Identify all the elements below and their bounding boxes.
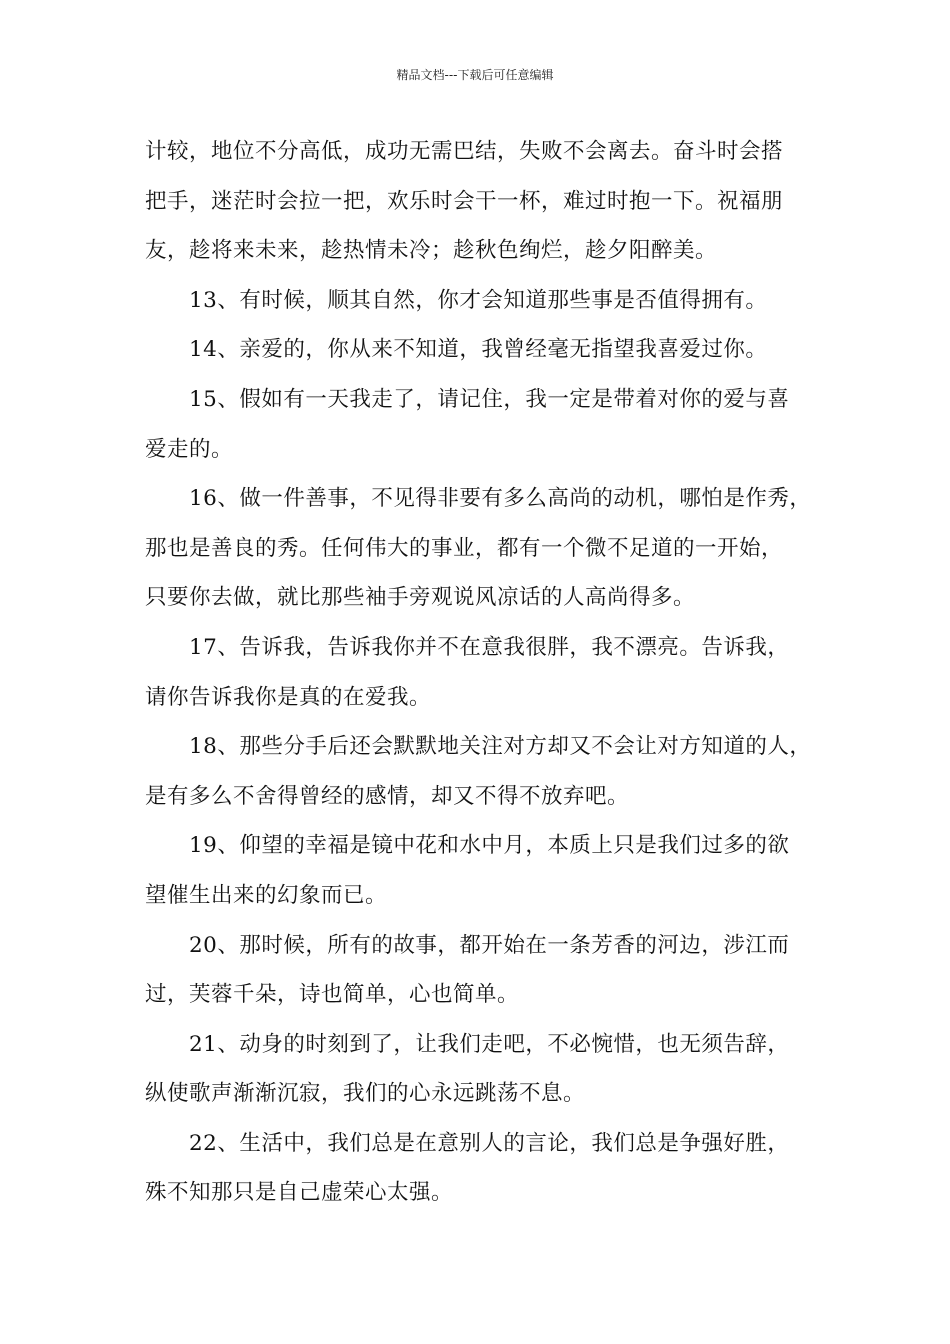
text-line: 16、做一件善事，不见得非要有多么高尚的动机，哪怕是作秀， (189, 486, 812, 512)
paragraph-22 (145, 1119, 833, 1218)
text-line: 13、有时候，顺其自然，你才会知道那些事是否值得拥有。 (189, 287, 768, 313)
paragraph-21 (145, 1020, 833, 1119)
text-line: 只要你去做，就比那些袖手旁观说风凉话的人高尚得多。 (145, 585, 696, 611)
document-body (145, 127, 833, 1218)
paragraph-18 (145, 722, 833, 821)
text-line: 14、亲爱的，你从来不知道，我曾经毫无指望我喜爱过你。 (189, 337, 768, 363)
text-line: 15、假如有一天我走了，请记住，我一定是带着对你的爱与喜 (189, 386, 790, 412)
text-line: 请你告诉我你是真的在爱我。 (145, 684, 432, 710)
paragraph-13 (145, 276, 833, 326)
paragraph-20 (145, 921, 833, 1020)
text-line: 17、告诉我，告诉我你并不在意我很胖，我不漂亮。告诉我， (189, 634, 790, 660)
text-line: 那也是善良的秀。任何伟大的事业，都有一个微不足道的一开始， (145, 535, 784, 561)
text-line: 纵使歌声渐渐沉寂，我们的心永远跳荡不息。 (145, 1081, 586, 1107)
paragraph-14 (145, 325, 833, 375)
text-line: 18、那些分手后还会默默地关注对方却又不会让对方知道的人， (189, 734, 812, 760)
page-header: 精品文档---下载后可任意编辑 (396, 68, 554, 82)
text-line: 22、生活中，我们总是在意别人的言论，我们总是争强好胜， (189, 1130, 790, 1156)
text-line: 望催生出来的幻象而已。 (145, 882, 388, 908)
paragraph-16 (145, 474, 833, 623)
text-line: 计较，地位不分高低，成功无需巴结，失败不会离去。奋斗时会搭 (145, 139, 784, 164)
paragraph-17 (145, 623, 833, 722)
text-line: 21、动身的时刻到了，让我们走吧，不必惋惜，也无须告辞， (189, 1031, 790, 1057)
text-line: 过，芙蓉千朵，诗也简单，心也简单。 (145, 982, 520, 1008)
paragraph-19 (145, 821, 833, 920)
text-line: 19、仰望的幸福是镜中花和水中月，本质上只是我们过多的欲 (189, 833, 790, 859)
paragraph-continuation (145, 127, 833, 276)
text-line: 殊不知那只是自己虚荣心太强。 (145, 1180, 454, 1206)
text-line: 是有多么不舍得曾经的感情，却又不得不放弃吧。 (145, 783, 630, 809)
text-line: 友，趁将来未来，趁热情未冷；趁秋色绚烂，趁夕阳醉美。 (145, 238, 718, 264)
text-line: 把手，迷茫时会拉一把，欢乐时会干一杯，难过时抱一下。祝福朋 (145, 188, 784, 214)
paragraph-15 (145, 375, 833, 474)
text-line: 爱走的。 (145, 436, 234, 462)
text-line: 20、那时候，所有的故事，都开始在一条芳香的河边，涉江而 (189, 932, 790, 958)
